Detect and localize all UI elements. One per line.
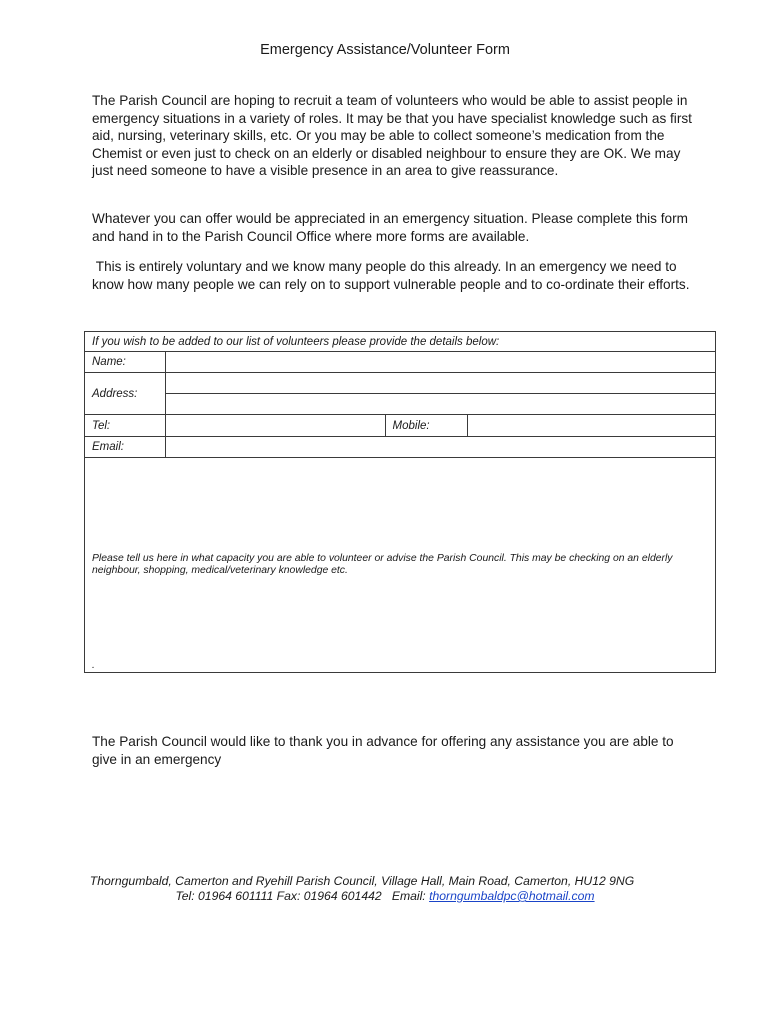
- name-label: Name:: [85, 352, 166, 373]
- footer-contact: [0, 889, 770, 904]
- address-field-line-2[interactable]: [165, 394, 715, 415]
- capacity-field[interactable]: [85, 458, 716, 673]
- address-field-line-1[interactable]: [165, 373, 715, 394]
- email-label: Email:: [85, 437, 166, 458]
- name-field[interactable]: [165, 352, 715, 373]
- form-header: If you wish to be added to our list of volunteers please provide the details below:: [85, 332, 716, 352]
- footer-address: Thorngumbald, Camerton and Ryehill Parish Council, Village Hall, Main Road, Camerton, HU12 9NG: [89, 874, 635, 888]
- intro-paragraph: The Parish Council are hoping to recruit a team of volunteers who would be able to assist people in emergency situations in a variety of roles. It may be that you have specialist knowledge such as first aid, nursing, veterinary skills, etc. Or you may be able to collect someone’s medication from the Chemist or even just to check on an elderly or disabled neighbour to ensure they are OK. We may just need someone to have a visible presence in an area to give reassurance.: [92, 93, 692, 179]
- capacity-dot: .: [92, 660, 95, 671]
- instructions-paragraph: Whatever you can offer would be appreciated in an emergency situation. Please complete this form and hand in to the Parish Council Office where more forms are available.: [92, 211, 688, 244]
- mobile-field[interactable]: [468, 415, 716, 437]
- closing-paragraph: The Parish Council would like to thank you in advance for offering any assistance you are able to give in an emergency: [92, 734, 674, 767]
- mobile-label: Mobile:: [385, 415, 468, 437]
- footer-email-link[interactable]: thorngumbaldpc@hotmail.com: [429, 889, 595, 903]
- tel-label: Tel:: [85, 415, 166, 437]
- capacity-prompt: Please tell us here in what capacity you are able to volunteer or advise the Parish Council. This may be checking on an elderly neighbour, shopping, medical/veterinary knowledge etc.: [92, 553, 673, 576]
- address-label: Address:: [85, 373, 166, 415]
- page-title: Emergency Assistance/Volunteer Form: [260, 42, 510, 58]
- voluntary-paragraph: This is entirely voluntary and we know many people do this already. In an emergency we need to know how many people we can rely on to support vulnerable people and to co-ordinate their efforts.: [92, 259, 690, 292]
- email-field[interactable]: [165, 437, 715, 458]
- tel-field[interactable]: [165, 415, 385, 437]
- volunteer-form: [84, 331, 716, 673]
- footer-tel-fax: Tel: 01964 601111 Fax: 01964 601442 Email:: [175, 889, 430, 903]
